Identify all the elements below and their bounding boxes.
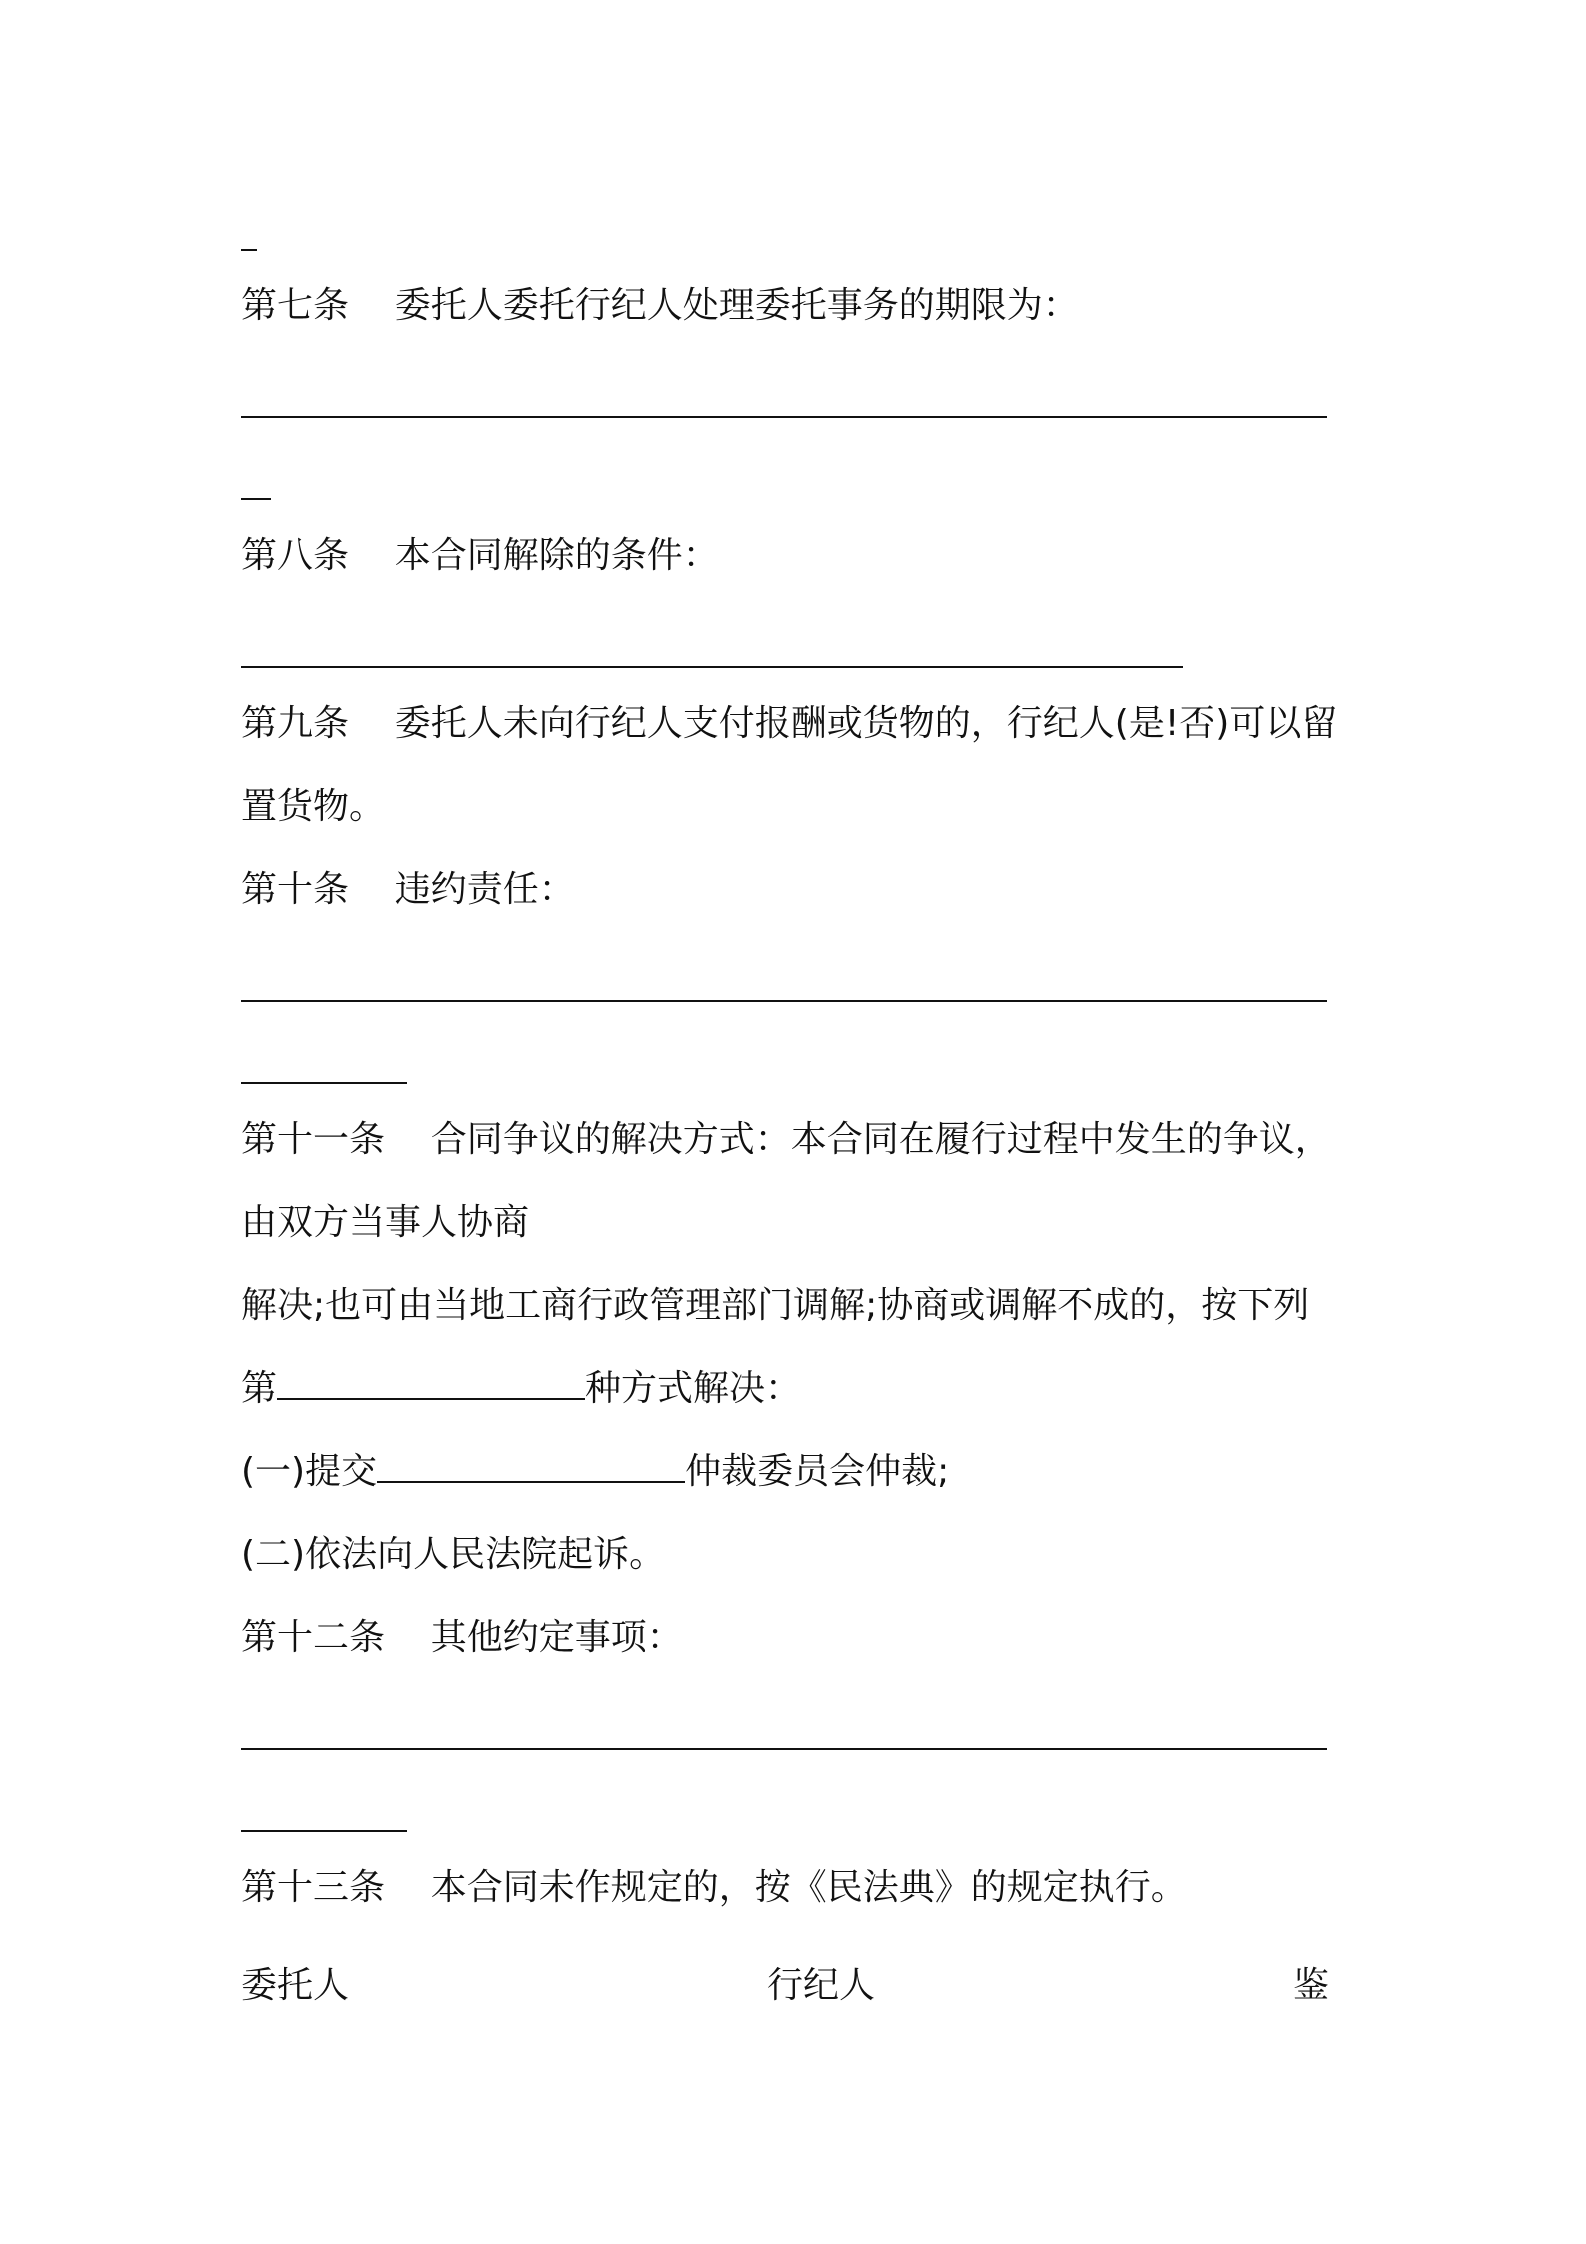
article-text: 本合同未作规定的，按《民法典》的规定执行。: [430, 1867, 1187, 1908]
article-text: 其他约定事项：: [430, 1617, 683, 1658]
article-11-line-3: 解决;也可由当地工商行政管理部门调解;协商或调解不成的，按下列: [241, 1285, 1310, 1326]
article-9-continued: 置货物。: [241, 786, 386, 827]
signature-broker: 行纪人: [767, 1965, 876, 2006]
option-1-prefix: (一)提交: [241, 1451, 378, 1492]
article-number: 第十条: [241, 869, 350, 910]
signature-witness: 鉴: [1293, 1965, 1330, 2006]
fill-blank-line[interactable]: [241, 1830, 407, 1832]
article-11: [241, 1116, 1331, 1164]
arbitration-committee-blank[interactable]: [377, 1481, 685, 1483]
fill-blank-line[interactable]: [241, 1082, 407, 1084]
article-9: [241, 700, 1337, 748]
article-8: [241, 532, 719, 580]
signature-principal: 委托人: [241, 1965, 350, 2006]
article-text: 委托人未向行纪人支付报酬或货物的，行纪人(是!否)可以留: [394, 703, 1338, 744]
article-number: 第八条: [241, 535, 350, 576]
article-number: 第十二条: [241, 1617, 386, 1658]
article-text: 合同争议的解决方式：本合同在履行过程中发生的争议，: [430, 1119, 1331, 1160]
article-number: 第九条: [241, 703, 350, 744]
choice-blank[interactable]: [277, 1398, 585, 1400]
option-1-suffix: 仲裁委员会仲裁;: [685, 1451, 950, 1492]
choice-suffix: 种方式解决：: [585, 1368, 802, 1409]
fill-blank-line[interactable]: [241, 249, 257, 251]
article-12: [241, 1614, 683, 1662]
article-number: 第七条: [241, 285, 350, 326]
article-number: 第十一条: [241, 1119, 386, 1160]
fill-blank-line[interactable]: [241, 1000, 1327, 1002]
article-11-option-2: (二)依法向人民法院起诉。: [241, 1534, 666, 1575]
article-text: 违约责任：: [394, 869, 575, 910]
article-13: [241, 1864, 1187, 1912]
fill-blank-line[interactable]: [241, 498, 271, 500]
article-11-choice: [241, 1365, 801, 1413]
choice-prefix: 第: [241, 1368, 278, 1409]
article-7: [241, 282, 1079, 330]
article-text: 本合同解除的条件：: [394, 535, 719, 576]
article-number: 第十三条: [241, 1867, 386, 1908]
fill-blank-line[interactable]: [241, 1748, 1327, 1750]
fill-blank-line[interactable]: [241, 416, 1327, 418]
fill-blank-line[interactable]: [241, 666, 1183, 668]
article-10: [241, 866, 575, 914]
article-11-line-2: 由双方当事人协商: [241, 1202, 530, 1243]
article-text: 委托人委托行纪人处理委托事务的期限为：: [394, 285, 1079, 326]
article-11-option-1: [241, 1448, 949, 1496]
